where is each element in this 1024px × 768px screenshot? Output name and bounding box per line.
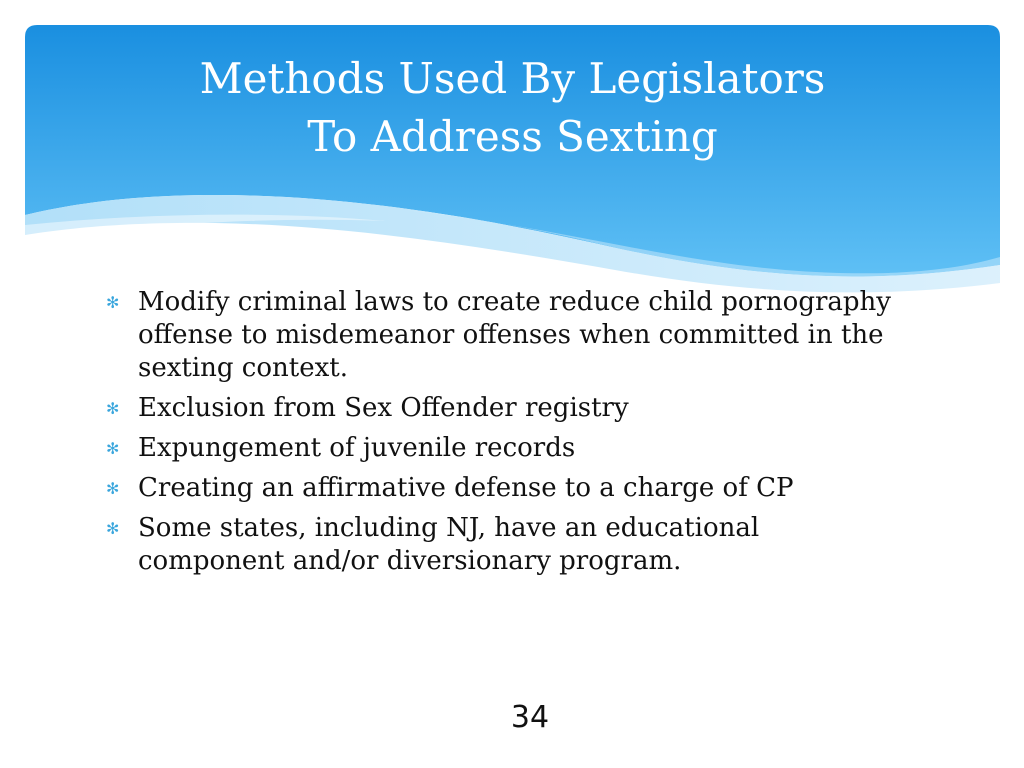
title-line-2: To Address Sexting [307, 112, 718, 161]
bullet-item [106, 512, 906, 578]
bullet-text: Expungement of juvenile records [138, 433, 576, 463]
asterisk-bullet-icon: ✻ [106, 519, 120, 538]
bullet-list [106, 286, 906, 585]
slide-title [25, 50, 1000, 166]
asterisk-bullet-icon: ✻ [106, 439, 120, 458]
bullet-item [106, 472, 906, 505]
bullet-text: Modify criminal laws to create reduce child pornography offense to misdemeanor offenses when committed in the sexting context. [138, 287, 891, 383]
page-number: 34 [510, 700, 550, 735]
bullet-item [106, 392, 906, 425]
asterisk-bullet-icon: ✻ [106, 293, 120, 312]
bullet-item [106, 286, 906, 385]
bullet-text: Some states, including NJ, have an educational component and/or diversionary program. [138, 513, 760, 576]
bullet-text: Exclusion from Sex Offender registry [138, 393, 629, 423]
bullet-text: Creating an affirmative defense to a charge of CP [138, 473, 794, 503]
asterisk-bullet-icon: ✻ [106, 479, 120, 498]
title-line-1: Methods Used By Legislators [199, 54, 826, 103]
asterisk-bullet-icon: ✻ [106, 399, 120, 418]
bullet-item [106, 432, 906, 465]
